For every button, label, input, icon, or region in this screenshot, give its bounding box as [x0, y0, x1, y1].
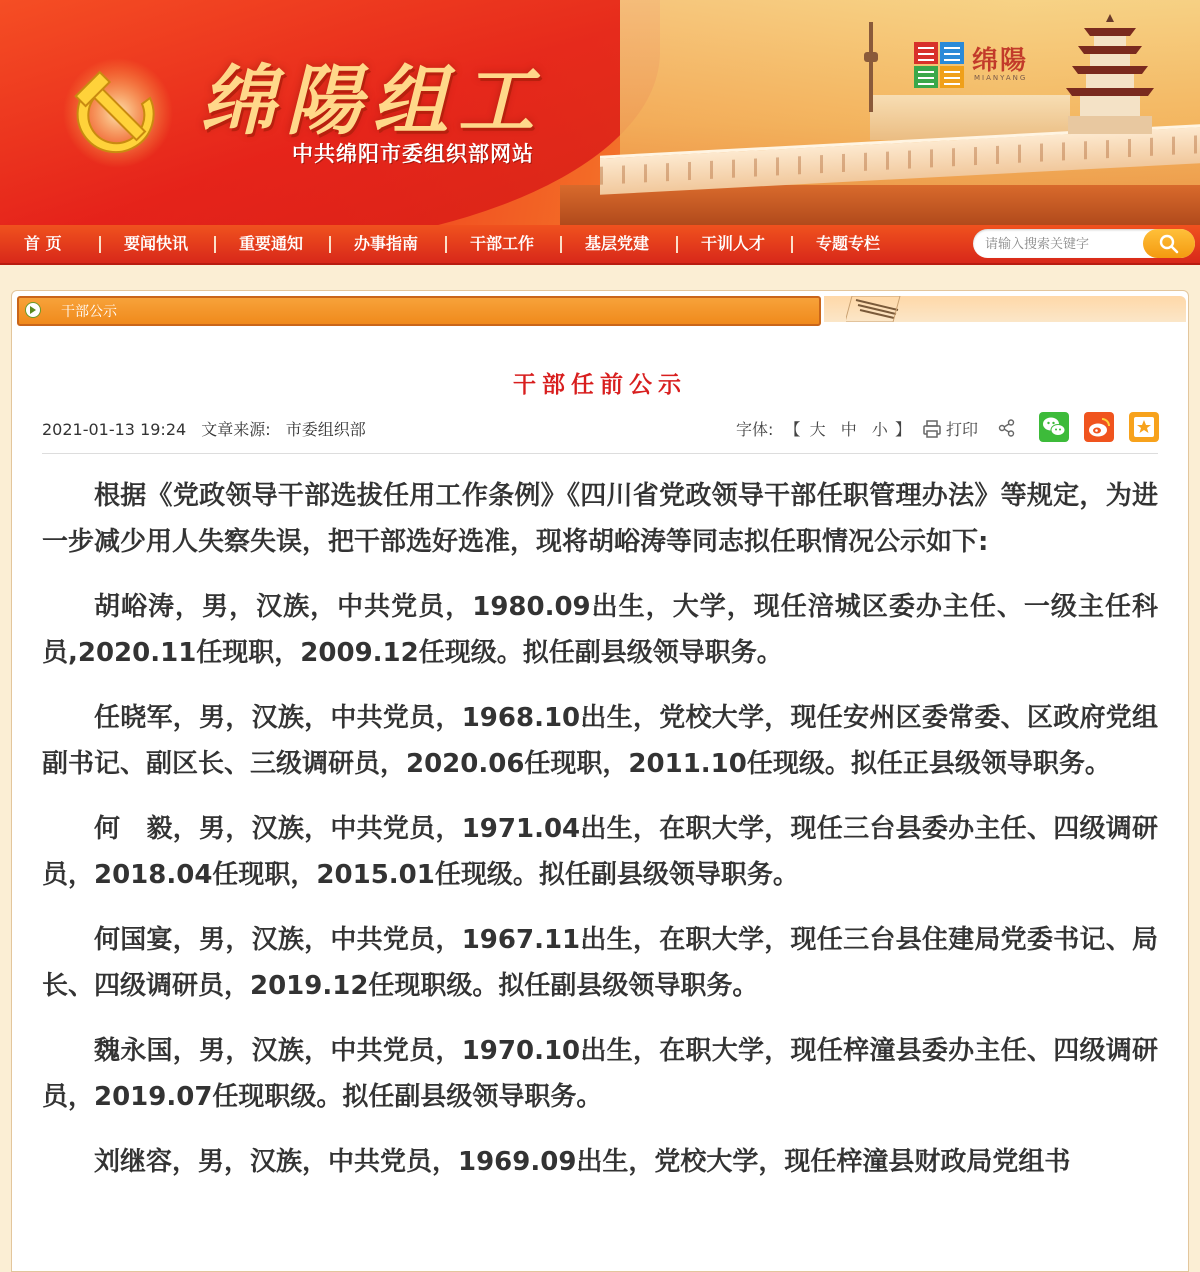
nav-item-talent[interactable]: 干训人才: [701, 234, 766, 253]
nav-separator: [329, 236, 331, 253]
breadcrumb-category[interactable]: 干部公示: [61, 304, 117, 320]
print-icon: [922, 419, 942, 439]
article-paragraph: 魏永国，男，汉族，中共党员，1970.10出生，在职大学，现任梓潼县委办主任、四级调研员，2019.07任现职级。拟任副县级领导职务。: [42, 1036, 1158, 1112]
tv-tower-graphic: [869, 22, 873, 112]
tab-decoration: [824, 296, 1186, 322]
article-paragraph: 何 毅，男，汉族，中共党员，1971.04出生，在职大学，现任三台县委办主任、四级调研员，2018.04任现职，2015.01任现级。拟任副县级领导职务。: [42, 814, 1158, 890]
font-bracket-close: 】: [894, 420, 911, 439]
font-size-control: [736, 417, 911, 440]
wechat-share-button[interactable]: [1039, 412, 1069, 442]
wechat-icon: [1039, 412, 1069, 442]
article-title: 干部任前公示: [513, 372, 687, 398]
logo-name: 绵陽: [972, 46, 1029, 76]
nav-separator: [560, 236, 562, 253]
site-title: 绵陽组工: [200, 56, 544, 145]
party-emblem-icon: [58, 58, 178, 168]
favorite-button[interactable]: [1129, 412, 1159, 442]
site-subtitle: 中共绵阳市委组织部网站: [292, 142, 534, 166]
font-bracket-open: 【: [784, 420, 801, 439]
meta-divider: [42, 453, 1158, 454]
nav-separator: [445, 236, 447, 253]
nav-separator: [214, 236, 216, 253]
source-value: 市委组织部: [285, 420, 366, 439]
article-meta: [42, 417, 376, 440]
city-logo-icon: [914, 42, 966, 90]
print-button[interactable]: [922, 417, 978, 440]
pagoda-graphic: [1064, 14, 1156, 134]
breadcrumb: [17, 296, 821, 326]
nav-item-notices[interactable]: 重要通知: [239, 234, 304, 253]
nav-separator: [676, 236, 678, 253]
font-small-button[interactable]: 小: [871, 420, 888, 439]
article-panel: [11, 290, 1189, 1272]
logo-name-en: MIANYANG: [974, 74, 1028, 82]
go-arrow-icon: [25, 302, 41, 318]
article-paragraph: 何国宴，男，汉族，中共党员，1967.11出生，在职大学，现任三台县住建局党委书记、局长、四级调研员，2019.12任现职级。拟任副县级领导职务。: [42, 925, 1158, 1001]
share-icon[interactable]: [998, 419, 1016, 441]
nav-item-special[interactable]: 专题专栏: [816, 234, 881, 253]
search-box: [973, 229, 1195, 258]
font-size-label: 字体:: [736, 420, 774, 439]
print-label: 打印: [946, 420, 979, 439]
nav-item-guide[interactable]: 办事指南: [354, 234, 419, 253]
article-paragraph: 胡峪涛，男，汉族，中共党员，1980.09出生，大学，现任涪城区委办主任、一级主任科员,2020.11任现职，2009.12任现级。拟任副县级领导职务。: [42, 592, 1158, 668]
article-paragraph: 刘继容，男，汉族，中共党员，1969.09出生，党校大学，现任梓潼县财政局党组书: [94, 1147, 1071, 1177]
nav-separator: [99, 236, 101, 253]
search-button[interactable]: [1143, 229, 1195, 258]
font-large-button[interactable]: 大: [809, 420, 826, 439]
nav-item-home[interactable]: 首 页: [24, 234, 62, 253]
font-medium-button[interactable]: 中: [840, 420, 857, 439]
header-banner: [0, 0, 1200, 225]
article-body: [42, 473, 1158, 1204]
publish-datetime: 2021-01-13 19:24: [42, 420, 187, 439]
weibo-share-button[interactable]: [1084, 412, 1114, 442]
article-paragraph: 根据《党政领导干部选拔任用工作条例》《四川省党政领导干部任职管理办法》等规定，为进一步减少用人失察失误，把干部选好选准，现将胡峪涛等同志拟任职情况公示如下:: [42, 481, 1158, 557]
weibo-icon: [1084, 412, 1114, 442]
nav-item-news[interactable]: 要闻快讯: [124, 234, 189, 253]
nav-item-party-building[interactable]: 基层党建: [585, 234, 650, 253]
search-input[interactable]: [983, 233, 1137, 256]
search-icon: [1159, 234, 1179, 254]
article-paragraph: 任晓军，男，汉族，中共党员，1968.10出生，党校大学，现任安州区委常委、区政府党组副书记、副区长、三级调研员，2020.06任现职，2011.10任现级。拟任正县级领导职务。: [42, 703, 1158, 779]
nav-separator: [791, 236, 793, 253]
star-icon: [1129, 412, 1159, 442]
mianyang-logo: [914, 40, 1054, 96]
nav-item-cadre-work[interactable]: 干部工作: [470, 234, 535, 253]
list-decoration-icon: [846, 296, 906, 322]
source-label: 文章来源:: [201, 420, 271, 439]
